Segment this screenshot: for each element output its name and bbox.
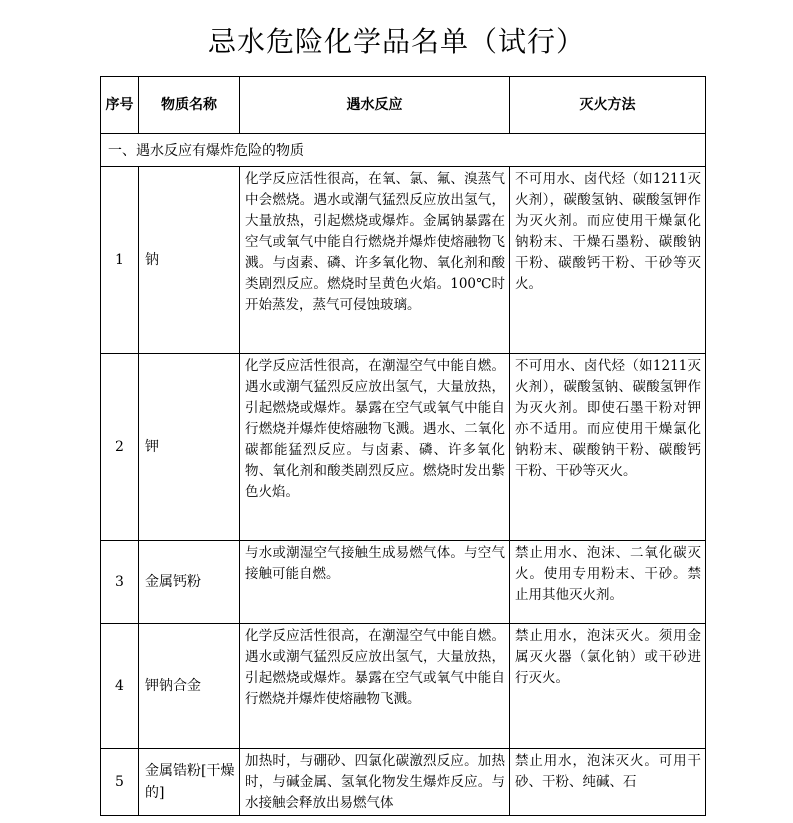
table-row (101, 749, 706, 816)
extinguish-method: 不可用水、卤代烃（如1211灭火剂），碳酸氢钠、碳酸氢钾作为灭火剂。即使石墨干粉对钾亦不适用。而应使用干燥氯化钠粉末、碳酸钠干粉、碳酸钙干粉、干砂等灭火。 (510, 354, 706, 541)
extinguish-method: 禁止用水，泡沫灭火。可用干砂、干粉、纯碱、石 (515, 753, 701, 790)
hazard-table (100, 76, 706, 816)
water-reaction: 与水或潮湿空气接触生成易燃气体。与空气接触可能自燃。 (240, 541, 510, 624)
page-title: 忌水危险化学品名单（试行） (207, 25, 585, 58)
substance-name: 钠 (139, 167, 240, 354)
row-number: 2 (101, 354, 139, 541)
row-number: 3 (101, 541, 139, 624)
table-row (101, 541, 706, 624)
table-row (101, 167, 706, 354)
water-reaction: 化学反应活性很高，在氧、氯、氟、溴蒸气中会燃烧。遇水或潮气猛烈反应放出氢气，大量放热，引起燃烧或爆炸。金属钠暴露在空气或氧气中能自行燃烧并爆炸使熔融物飞溅。与卤素、磷、许多氧化物、氧化剂和酸类剧烈反应。燃烧时呈黄色火焰。100℃时开始蒸发，蒸气可侵蚀玻璃。 (240, 167, 510, 354)
section-heading: 一、遇水反应有爆炸危险的物质 (101, 134, 706, 167)
extinguish-method-cell (510, 749, 706, 816)
table-row (101, 354, 706, 541)
substance-name: 金属钙粉 (139, 541, 240, 624)
water-reaction: 化学反应活性很高，在潮湿空气中能自燃。遇水或潮气猛烈反应放出氢气，大量放热，引起燃烧或爆炸。暴露在空气或氧气中能自行燃烧并爆炸使熔融物飞溅。遇水、二氧化碳都能猛烈反应。与卤素、磷、许多氧化物、氧化剂和酸类剧烈反应。燃烧时发出紫色火焰。 (240, 354, 510, 541)
row-number: 1 (101, 167, 139, 354)
header-extinguish: 灭火方法 (510, 77, 706, 134)
substance-name: 金属锆粉[干燥的] (139, 749, 240, 816)
table-header-row (101, 77, 706, 134)
row-number: 4 (101, 624, 139, 749)
header-no: 序号 (101, 77, 139, 134)
extinguish-method: 禁止用水、泡沫、二氧化碳灭火。使用专用粉末、干砂。禁止用其他灭火剂。 (510, 541, 706, 624)
row-number: 5 (101, 749, 139, 816)
water-reaction: 加热时，与硼砂、四氯化碳激烈反应。加热时，与碱金属、氢氧化物发生爆炸反应。与水接触会释放出易燃气体 (245, 753, 505, 811)
extinguish-method: 不可用水、卤代烃（如1211灭火剂），碳酸氢钠、碳酸氢钾作为灭火剂。而应使用干燥氯化钠粉末、干燥石墨粉、碳酸钠干粉、碳酸钙干粉、干砂等灭火。 (510, 167, 706, 354)
substance-name: 钾钠合金 (139, 624, 240, 749)
substance-name: 钾 (139, 354, 240, 541)
extinguish-method: 禁止用水，泡沫灭火。须用金属灭火器（氯化钠）或干砂进行灭火。 (510, 624, 706, 749)
water-reaction: 化学反应活性很高，在潮湿空气中能自燃。遇水或潮气猛烈反应放出氢气，大量放热，引起燃烧或爆炸。暴露在空气或氧气中能自行燃烧并爆炸使熔融物飞溅。 (240, 624, 510, 749)
section-row (101, 134, 706, 167)
water-reaction-cell (240, 749, 510, 816)
header-reaction: 遇水反应 (240, 77, 510, 134)
table-row (101, 624, 706, 749)
header-name: 物质名称 (139, 77, 240, 134)
